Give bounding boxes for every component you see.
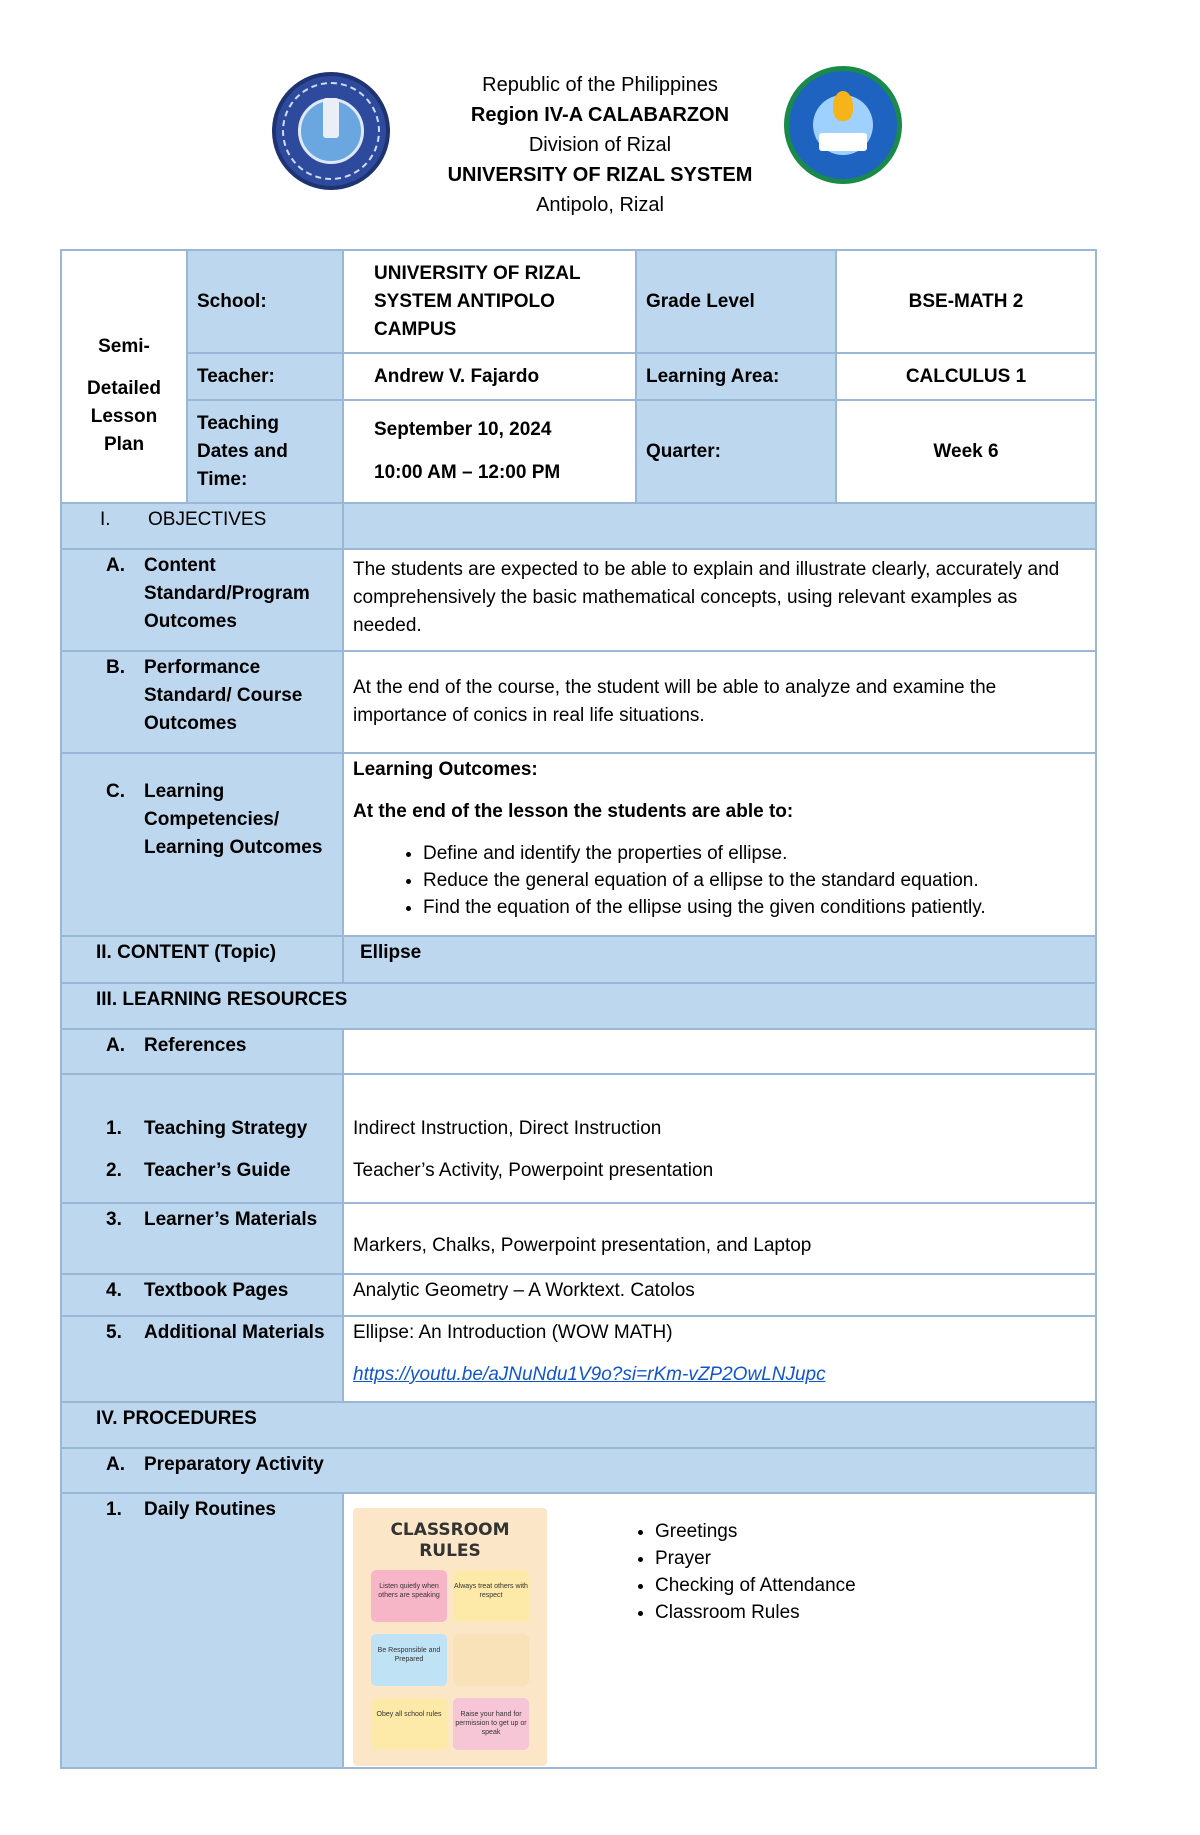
item-label: Teacher’s Guide <box>144 1160 291 1181</box>
strategy-guide-values <box>343 1074 1096 1203</box>
item-label: Learner’s Materials <box>144 1209 318 1230</box>
content-standard-text: The students are expected to be able to explain and illustrate clearly, accurately and comprehensively the basic mathematical concepts, using relevant examples as needed. <box>343 549 1096 651</box>
learning-outcomes-title: Learning Outcomes: <box>353 759 538 780</box>
youtube-video-link[interactable]: https://youtu.be/aJNuNdu1V9o?si=rKm-vZP2OwLNJupc <box>353 1364 826 1385</box>
teacher-value: Andrew V. Fajardo <box>343 353 636 400</box>
teacher-label: Teacher: <box>187 353 343 400</box>
item-number: 2. <box>106 1160 122 1181</box>
poster-title-line: RULES <box>419 1541 481 1561</box>
section-number: I. <box>100 509 111 530</box>
learners-materials-value: Markers, Chalks, Powerpoint presentation, and Laptop <box>343 1203 1096 1274</box>
grade-level-label: Grade Level <box>636 250 836 353</box>
school-label: School: <box>187 250 343 353</box>
learners-materials-label <box>61 1203 343 1274</box>
list-item: • Find the equation of the ellipse using the given conditions patiently. <box>423 894 1086 921</box>
quarter-value: Week 6 <box>836 400 1096 503</box>
item-label: Additional Materials <box>144 1322 325 1343</box>
learning-area-label: Learning Area: <box>636 353 836 400</box>
time-value: 10:00 AM – 12:00 PM <box>374 462 561 483</box>
textbook-pages-label <box>61 1274 343 1316</box>
additional-materials-title: Ellipse: An Introduction (WOW MATH) <box>353 1322 673 1343</box>
procedures-heading: IV. PROCEDURES <box>61 1402 1096 1448</box>
learning-outcomes-cell <box>343 753 1096 936</box>
title-line: Semi- <box>98 335 150 357</box>
teaching-dates-value <box>343 400 636 503</box>
poster-card: Be Responsible and Prepared <box>371 1634 447 1686</box>
poster-card: Listen quietly when others are speaking <box>371 1570 447 1622</box>
list-item: • Checking of Attendance <box>655 1572 856 1599</box>
header-location: Antipolo, Rizal <box>536 194 664 216</box>
references-value <box>343 1029 1096 1074</box>
header-university: UNIVERSITY OF RIZAL SYSTEM <box>447 164 753 186</box>
item-number: C. <box>106 781 125 802</box>
poster-card: Raise your hand for permission to get up or speak <box>453 1698 529 1750</box>
item-number: A. <box>106 555 125 576</box>
content-standard-label <box>61 549 343 651</box>
poster-title-line: CLASSROOM <box>390 1520 510 1540</box>
objectives-heading <box>61 503 343 549</box>
learning-competencies-label <box>61 753 343 936</box>
teaching-strategy-value: Indirect Instruction, Direct Instruction <box>353 1118 662 1139</box>
document-header <box>0 70 1200 220</box>
item-number: 4. <box>106 1280 122 1301</box>
title-line: Lesson <box>90 405 158 427</box>
item-number: 3. <box>106 1209 122 1230</box>
daily-routines-cell <box>343 1493 1096 1768</box>
content-topic-label: II. CONTENT (Topic) <box>61 936 343 983</box>
strategy-guide-labels <box>61 1074 343 1203</box>
teachers-guide-value: Teacher’s Activity, Powerpoint presentation <box>353 1160 714 1181</box>
list-item: • Greetings <box>655 1518 856 1545</box>
list-item: • Define and identify the properties of ellipse. <box>423 840 1086 867</box>
item-number: 1. <box>106 1499 122 1520</box>
references-label <box>61 1029 343 1074</box>
additional-materials-label <box>61 1316 343 1402</box>
teaching-dates-label: Teaching Dates and Time: <box>187 400 343 503</box>
lesson-plan-title <box>61 250 187 503</box>
item-number: 1. <box>106 1118 122 1139</box>
date-value: September 10, 2024 <box>374 419 552 440</box>
daily-routines-label <box>61 1493 343 1768</box>
poster-card: Obey all school rules <box>371 1698 447 1750</box>
school-value: UNIVERSITY OF RIZAL SYSTEM ANTIPOLO CAMPUS <box>343 250 636 353</box>
item-number: A. <box>106 1035 125 1056</box>
list-item: • Prayer <box>655 1545 856 1572</box>
title-line: Detailed <box>87 377 161 399</box>
additional-materials-value <box>343 1316 1096 1402</box>
item-number: B. <box>106 657 125 678</box>
list-item: • Reduce the general equation of a ellipse to the standard equation. <box>423 867 1086 894</box>
item-label: Textbook Pages <box>144 1280 289 1301</box>
poster-title <box>353 1520 547 1562</box>
item-label: Teaching Strategy <box>144 1118 308 1139</box>
header-region: Region IV-A CALABARZON <box>470 104 730 126</box>
item-label: Daily Routines <box>144 1499 276 1520</box>
performance-standard-label <box>61 651 343 753</box>
header-republic: Republic of the Philippines <box>482 74 718 96</box>
lesson-plan-table <box>60 249 1097 1769</box>
list-item: • Classroom Rules <box>655 1599 856 1626</box>
classroom-rules-poster <box>353 1508 547 1766</box>
textbook-pages-value: Analytic Geometry – A Worktext. Catolos <box>343 1274 1096 1316</box>
preparatory-activity-heading <box>61 1448 1096 1493</box>
item-label: Learning Competencies/ Learning Outcomes <box>144 781 323 858</box>
learning-outcomes-intro: At the end of the lesson the students are able to: <box>353 801 794 822</box>
item-label: Performance Standard/ Course Outcomes <box>144 657 303 734</box>
poster-card <box>453 1634 529 1686</box>
performance-standard-text: At the end of the course, the student will be able to analyze and examine the importance of conics in real life situations. <box>343 651 1096 753</box>
learning-outcomes-list <box>353 840 1086 921</box>
section-title: OBJECTIVES <box>148 509 267 530</box>
content-topic-value: Ellipse <box>343 936 1096 983</box>
item-label: Content Standard/Program Outcomes <box>144 555 310 632</box>
grade-level-value: BSE-MATH 2 <box>836 250 1096 353</box>
objectives-heading-fill <box>343 503 1096 549</box>
header-division: Division of Rizal <box>528 134 672 156</box>
item-label: References <box>144 1035 247 1056</box>
title-line: Plan <box>103 433 145 455</box>
item-label: Preparatory Activity <box>144 1454 324 1475</box>
item-number: 5. <box>106 1322 122 1343</box>
quarter-label: Quarter: <box>636 400 836 503</box>
poster-card: Always treat others with respect <box>453 1570 529 1622</box>
learning-resources-heading: III. LEARNING RESOURCES <box>61 983 1096 1029</box>
daily-routines-list <box>599 1518 856 1766</box>
learning-area-value: CALCULUS 1 <box>836 353 1096 400</box>
item-number: A. <box>106 1454 125 1475</box>
